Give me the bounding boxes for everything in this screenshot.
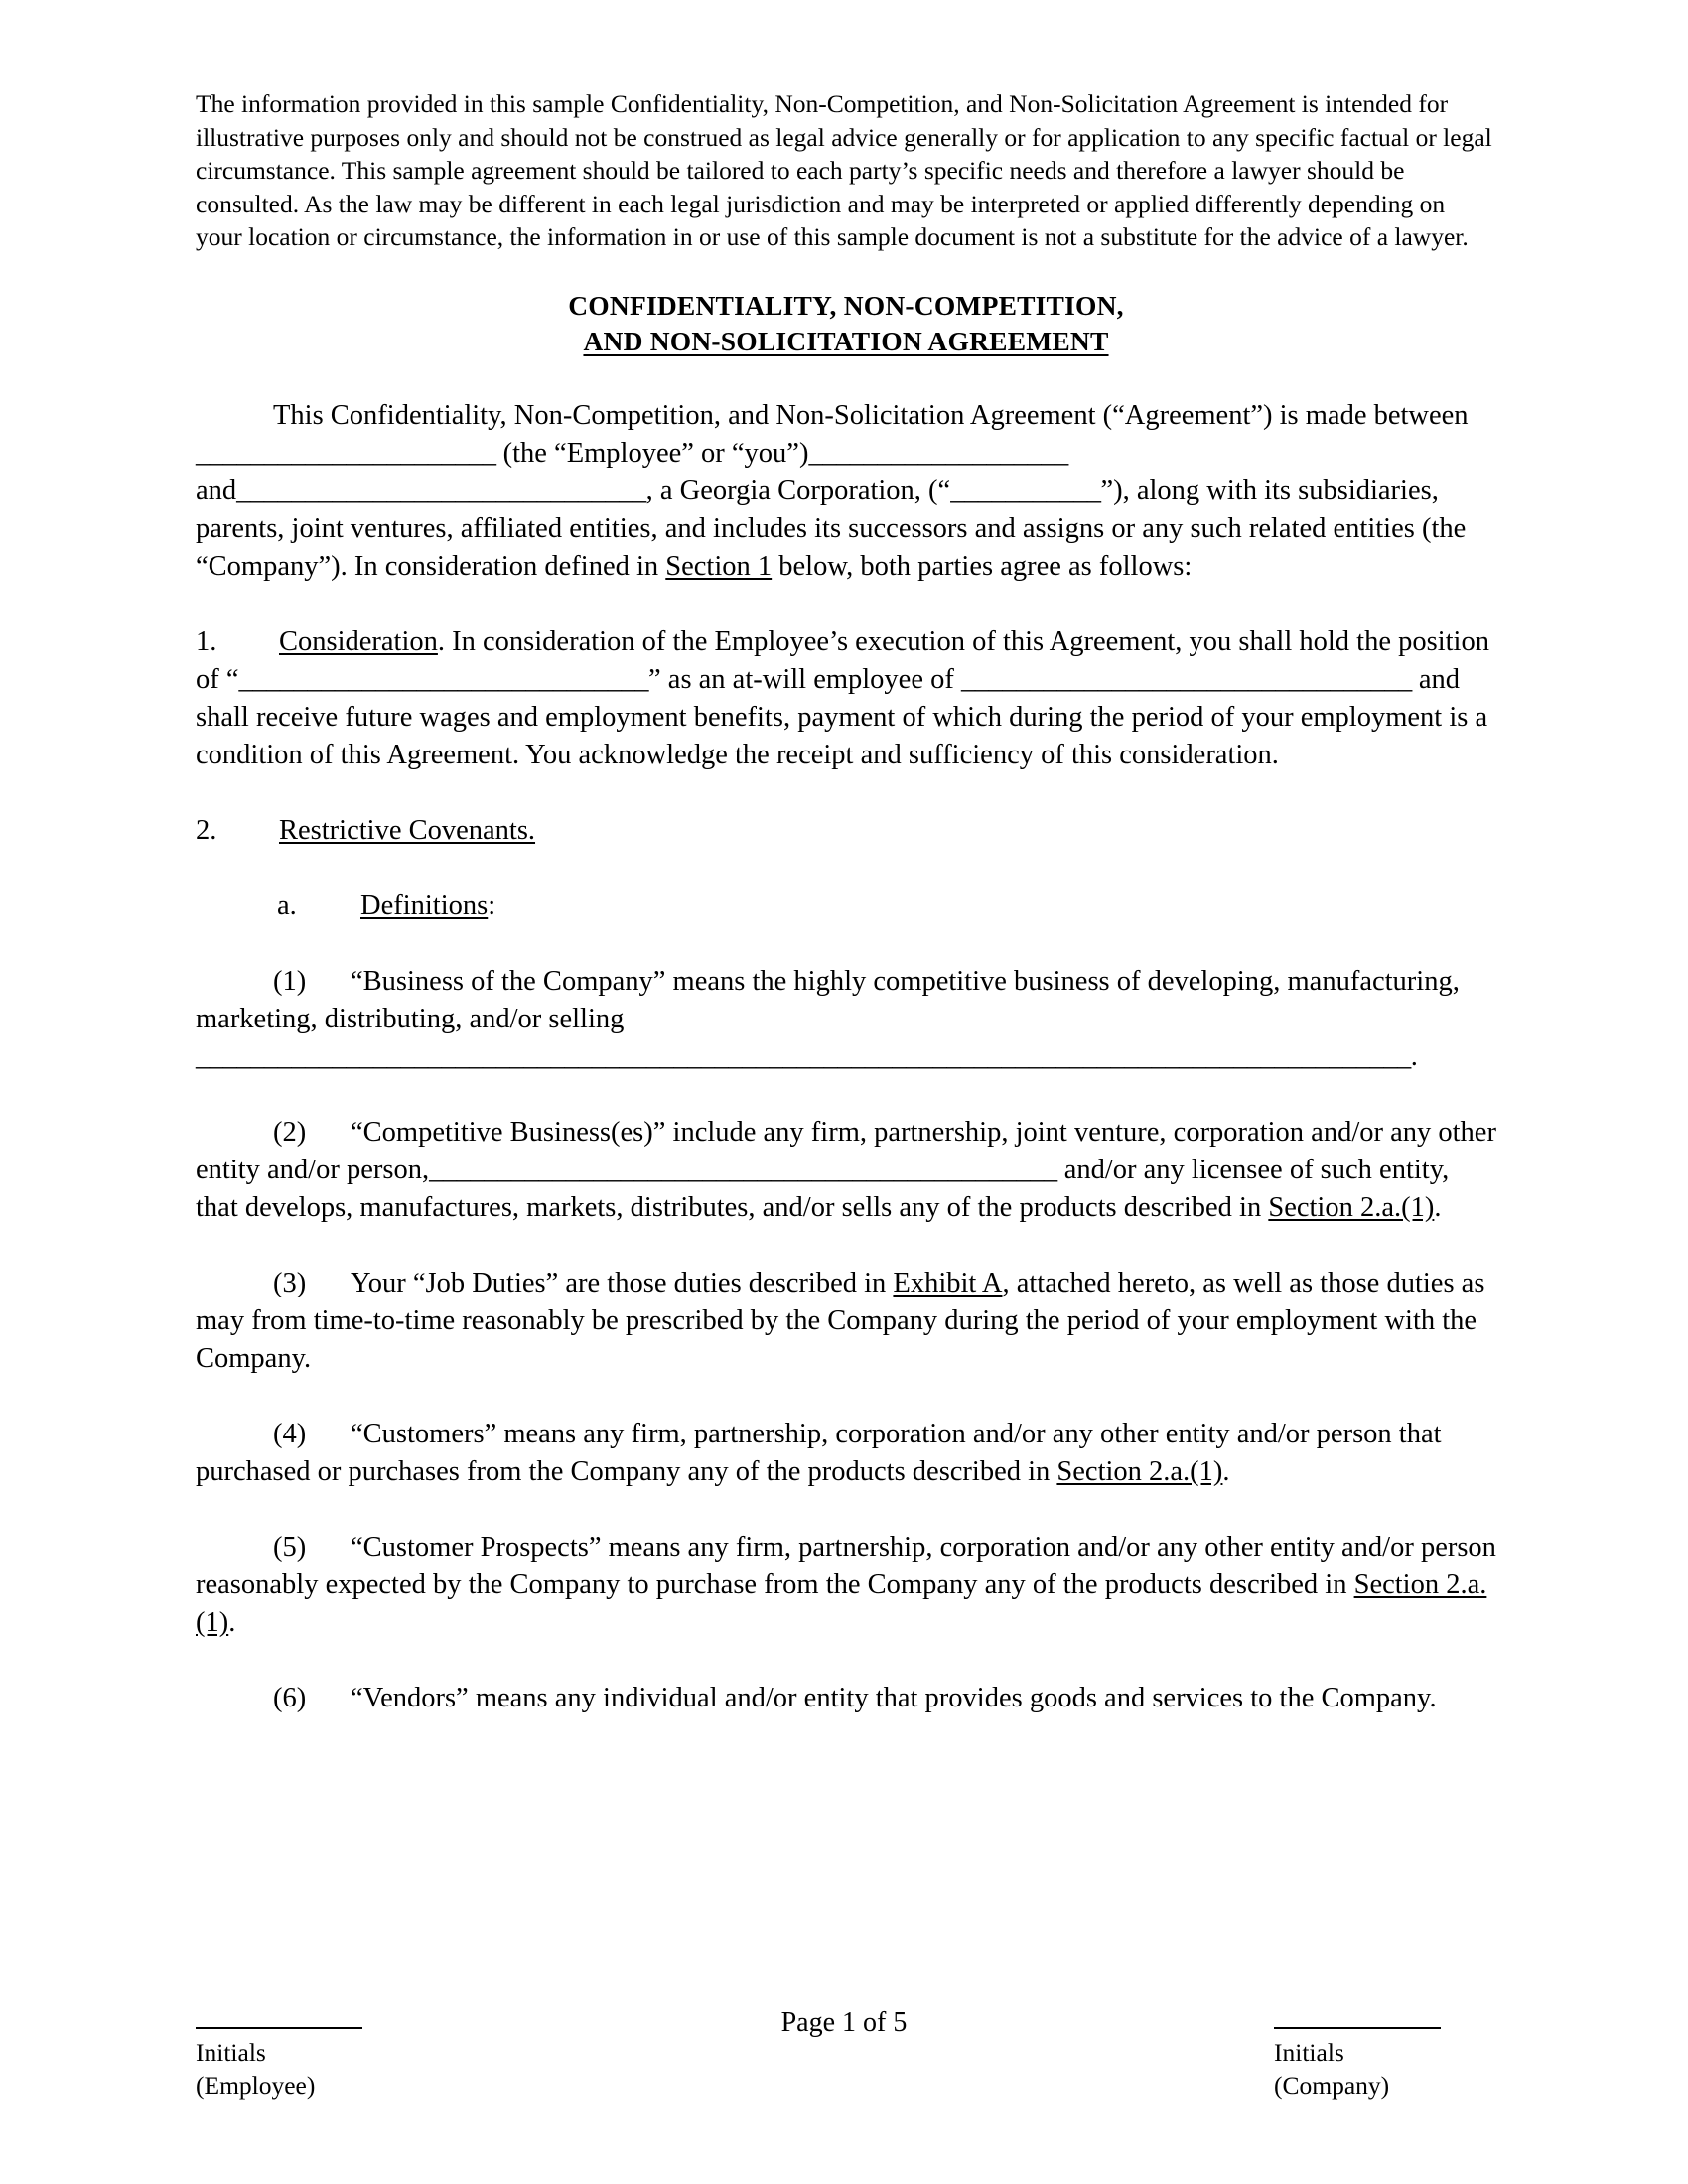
definition-5-text-1: “Customer Prospects” means any firm, partnership, corporation and/or any other entity and/or person reasonably expected by the Company to purchase from the Company any of the products described in (196, 1531, 1496, 1600)
preamble-text-6: below, both parties agree as follows: (772, 550, 1193, 582)
definition-4-number: (4) (273, 1418, 307, 1449)
preamble-text-5: ”), along with its subsidiaries, parents, joint ventures, affiliated entities, and includes its successors and assigns or any such related entities (the “Company”). In consideration defined in (196, 475, 1467, 582)
definition-2-number: (2) (273, 1116, 307, 1148)
spacer (196, 586, 1496, 623)
definition-2-text-3: . (1434, 1191, 1442, 1223)
initials-label-company: Initials (1274, 2038, 1344, 2067)
subsection-a-paragraph (196, 887, 1496, 925)
spacer (196, 1227, 1496, 1265)
section-1-text-2: ” as an at-will employee of (648, 663, 961, 695)
definition-6 (196, 1680, 1496, 1717)
definition-3-number: (3) (273, 1267, 307, 1298)
preamble-text-2: (the “Employee” or “you”) (495, 437, 809, 469)
page-title (196, 288, 1496, 359)
definition-4 (196, 1416, 1496, 1491)
preamble-blank-company[interactable]: ______________________________ (236, 475, 646, 506)
definition-2-text-1: “Competitive Business(es)” include any firm, partnership, joint venture, corporation and/or any other entity and/or person, (196, 1116, 1496, 1185)
definition-5 (196, 1529, 1496, 1642)
definition-2-blank-2[interactable]: ________ (947, 1154, 1057, 1185)
section-2-paragraph (196, 812, 1496, 850)
definition-4-cross-reference[interactable]: Section 2.a.(1) (1056, 1455, 1223, 1487)
definition-1-blank-2[interactable]: ________________________________________________________________ (536, 1040, 1411, 1072)
spacer (196, 925, 1496, 963)
section-1-number: 1. (196, 625, 217, 657)
disclaimer-paragraph: The information provided in this sample Confidentiality, Non-Competition, and Non-Solicitation Agreement is intended for illustrative purposes only and should not be construed as legal advice generally or for application to any specific factual or legal circumstance. This sample agreement should be tailored to each party’s specific needs and therefore a lawyer should be consulted. As the law may be different in each legal jurisdiction and may be interpreted or applied differently depending on your location or circumstance, the information in or use of this sample document is not a substitute for the advice of a lawyer. (196, 89, 1492, 252)
definition-5-number: (5) (273, 1531, 307, 1563)
section-1-text-3: and shall receive future wages and employment benefits, payment of which during the period of your employment is a condition of this Agreement. You acknowledge the receipt and sufficiency of this consideration. (196, 663, 1488, 770)
definition-1-number: (1) (273, 965, 307, 997)
initials-party-employee: (Employee) (196, 2071, 316, 2100)
initials-label-employee: Initials (196, 2038, 266, 2067)
preamble-paragraph (196, 397, 1496, 586)
section-2-heading: Restrictive Covenants. (279, 814, 536, 846)
spacer (196, 1076, 1496, 1114)
definition-2-cross-reference[interactable]: Section 2.a.(1) (1268, 1191, 1435, 1223)
spacer (196, 1642, 1496, 1680)
section-2-number: 2. (196, 814, 217, 846)
cross-reference-section-1[interactable]: Section 1 (665, 550, 773, 582)
definition-4-text-2: . (1222, 1455, 1230, 1487)
initials-signature-line-company[interactable] (1274, 2027, 1441, 2029)
section-1-blank-position[interactable]: ______________________________ (238, 663, 649, 695)
subsection-a-heading: Definitions (360, 889, 489, 921)
definition-2 (196, 1114, 1496, 1227)
title-line-1: CONFIDENTIALITY, NON-COMPETITION, (568, 289, 1124, 321)
definition-1-text-2: . (1410, 1040, 1418, 1072)
definition-3-text-1: Your “Job Duties” are those duties described in (351, 1267, 894, 1298)
definition-2-text-2: and/or any licensee of such entity, that develops, manufactures, markets, distributes, and/or sells any of the products described in (196, 1154, 1450, 1223)
section-1-heading: Consideration (279, 625, 438, 657)
definition-3-cross-reference[interactable]: Exhibit A (893, 1267, 1003, 1298)
definition-1-blank-1[interactable]: _________________________ (196, 1040, 537, 1072)
spacer (196, 1378, 1496, 1416)
definition-3 (196, 1265, 1496, 1378)
section-1-text-1: . In consideration of the Employee’s execution of this Agreement, you shall hold the position of “ (196, 625, 1489, 695)
page-footer (0, 2005, 1688, 2184)
initials-party-company: (Company) (1274, 2071, 1390, 2100)
definition-5-cross-reference[interactable]: Section 2.a.(1) (196, 1569, 1487, 1638)
document-body (196, 87, 1496, 1717)
spacer (196, 1491, 1496, 1529)
initials-signature-line-employee[interactable] (196, 2027, 362, 2029)
section-1-paragraph (196, 623, 1496, 774)
definition-6-number: (6) (273, 1682, 307, 1713)
preamble-blank-defined-term[interactable]: ___________ (950, 475, 1101, 506)
definition-6-text-1: “Vendors” means any individual and/or entity that provides goods and services to the Company. (351, 1682, 1437, 1713)
preamble-blank-employee[interactable]: ______________________ (196, 437, 496, 469)
definition-5-text-2: . (228, 1606, 236, 1638)
subsection-a-colon: : (488, 889, 496, 921)
initials-block-employee (196, 2027, 362, 2102)
page-number: Page 1 of 5 (780, 2007, 908, 2038)
section-1-blank-employer[interactable]: _________________________________ (960, 663, 1412, 695)
preamble-text-4: , a Georgia Corporation, (“ (645, 475, 951, 506)
preamble-text-1: This Confidentiality, Non-Competition, and Non-Solicitation Agreement (“Agreement”) is made between (273, 399, 1469, 431)
definition-3-text-2: , attached hereto, as well as those duties as may from time-to-time reasonably be prescribed by the Company during the period of your employment with the Company. (196, 1267, 1485, 1374)
title-line-2: AND NON-SOLICITATION AGREEMENT (583, 325, 1109, 356)
preamble-blank-2[interactable]: ___________________ (808, 437, 1068, 469)
spacer (196, 850, 1496, 887)
spacer (196, 774, 1496, 812)
spacer (196, 359, 1496, 397)
definition-2-blank-1[interactable]: ______________________________________ (429, 1154, 948, 1185)
initials-block-company (1274, 2027, 1441, 2102)
definition-1 (196, 963, 1496, 1076)
preamble-text-3: and (196, 475, 237, 506)
definition-1-text-1: “Business of the Company” means the highly competitive business of developing, manufacturing, marketing, distributing, and/or selling (196, 965, 1460, 1034)
subsection-a-label: a. (277, 889, 297, 921)
definition-4-text-1: “Customers” means any firm, partnership, corporation and/or any other entity and/or person that purchased or purchases from the Company any of the products described in (196, 1418, 1442, 1487)
